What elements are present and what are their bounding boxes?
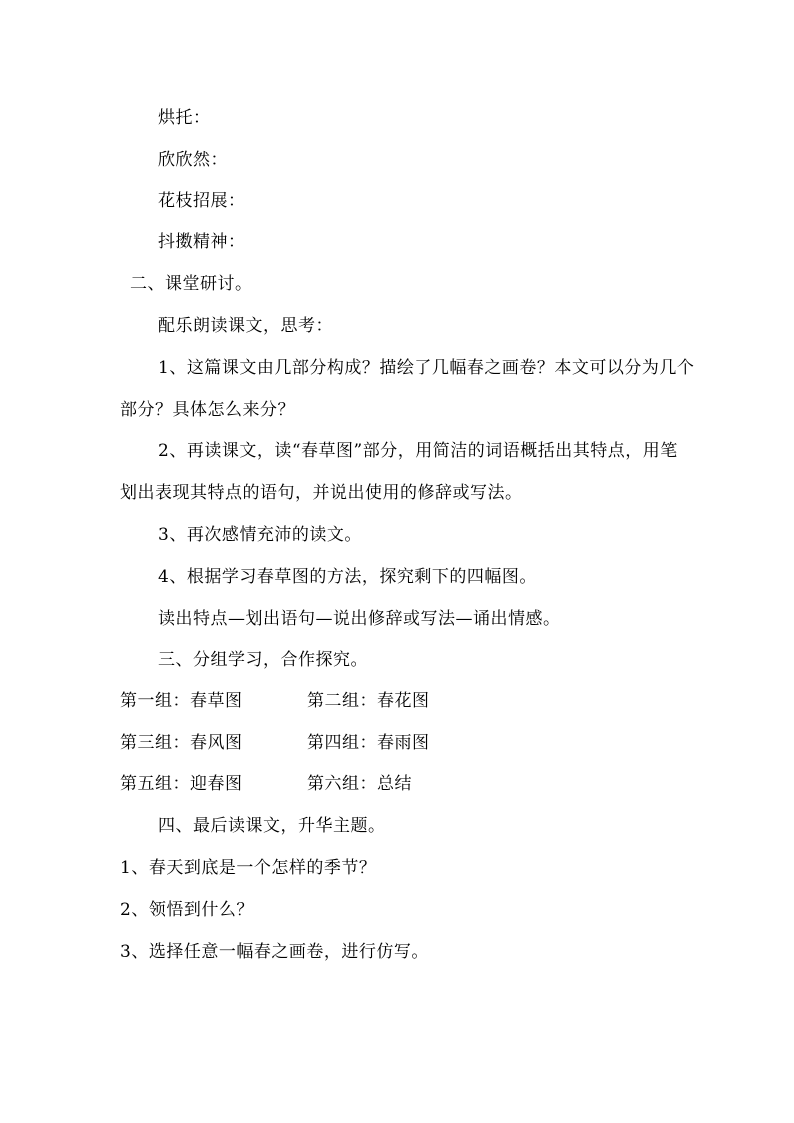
question-line: 2、再读课文，读“春草图”部分，用简洁的词语概括出其特点，用笔 xyxy=(158,441,678,461)
question-line: 4、根据学习春草图的方法，探究剩下的四幅图。 xyxy=(158,567,537,587)
group-item: 第五组：迎春图 xyxy=(120,774,243,794)
question-line: 划出表现其特点的语句，并说出使用的修辞或写法。 xyxy=(120,483,523,503)
group-item: 第六组：总结 xyxy=(307,774,412,794)
section-heading: 三、分组学习，合作探究。 xyxy=(158,650,368,670)
group-item: 第四组：春雨图 xyxy=(307,733,430,753)
group-item: 第三组：春风图 xyxy=(120,733,243,753)
question-line: 部分？具体怎么来分？ xyxy=(120,400,295,420)
group-item: 第一组：春草图 xyxy=(120,691,243,711)
list-item: 3、选择任意一幅春之画卷，进行仿写。 xyxy=(120,942,429,962)
list-item: 2、领悟到什么？ xyxy=(120,900,254,920)
vocab-item: 花枝招展： xyxy=(158,191,246,211)
section-heading: 二、课堂研讨。 xyxy=(130,274,253,294)
vocab-item: 抖擞精神： xyxy=(158,232,246,252)
question-line: 1、这篇课文由几部分构成？描绘了几幅春之画卷？本文可以分为几个 xyxy=(158,358,695,378)
section-heading: 四、最后读课文，升华主题。 xyxy=(158,816,386,836)
vocab-item: 欣欣然： xyxy=(158,150,228,170)
question-line: 3、再次感情充沛的读文。 xyxy=(158,525,362,545)
list-item: 1、春天到底是一个怎样的季节？ xyxy=(120,858,377,878)
vocab-item: 烘托： xyxy=(158,108,211,128)
group-item: 第二组：春花图 xyxy=(307,691,430,711)
method-line: 读出特点—划出语句—说出修辞或写法—诵出情感。 xyxy=(158,609,561,629)
paragraph: 配乐朗读课文，思考： xyxy=(158,316,333,336)
